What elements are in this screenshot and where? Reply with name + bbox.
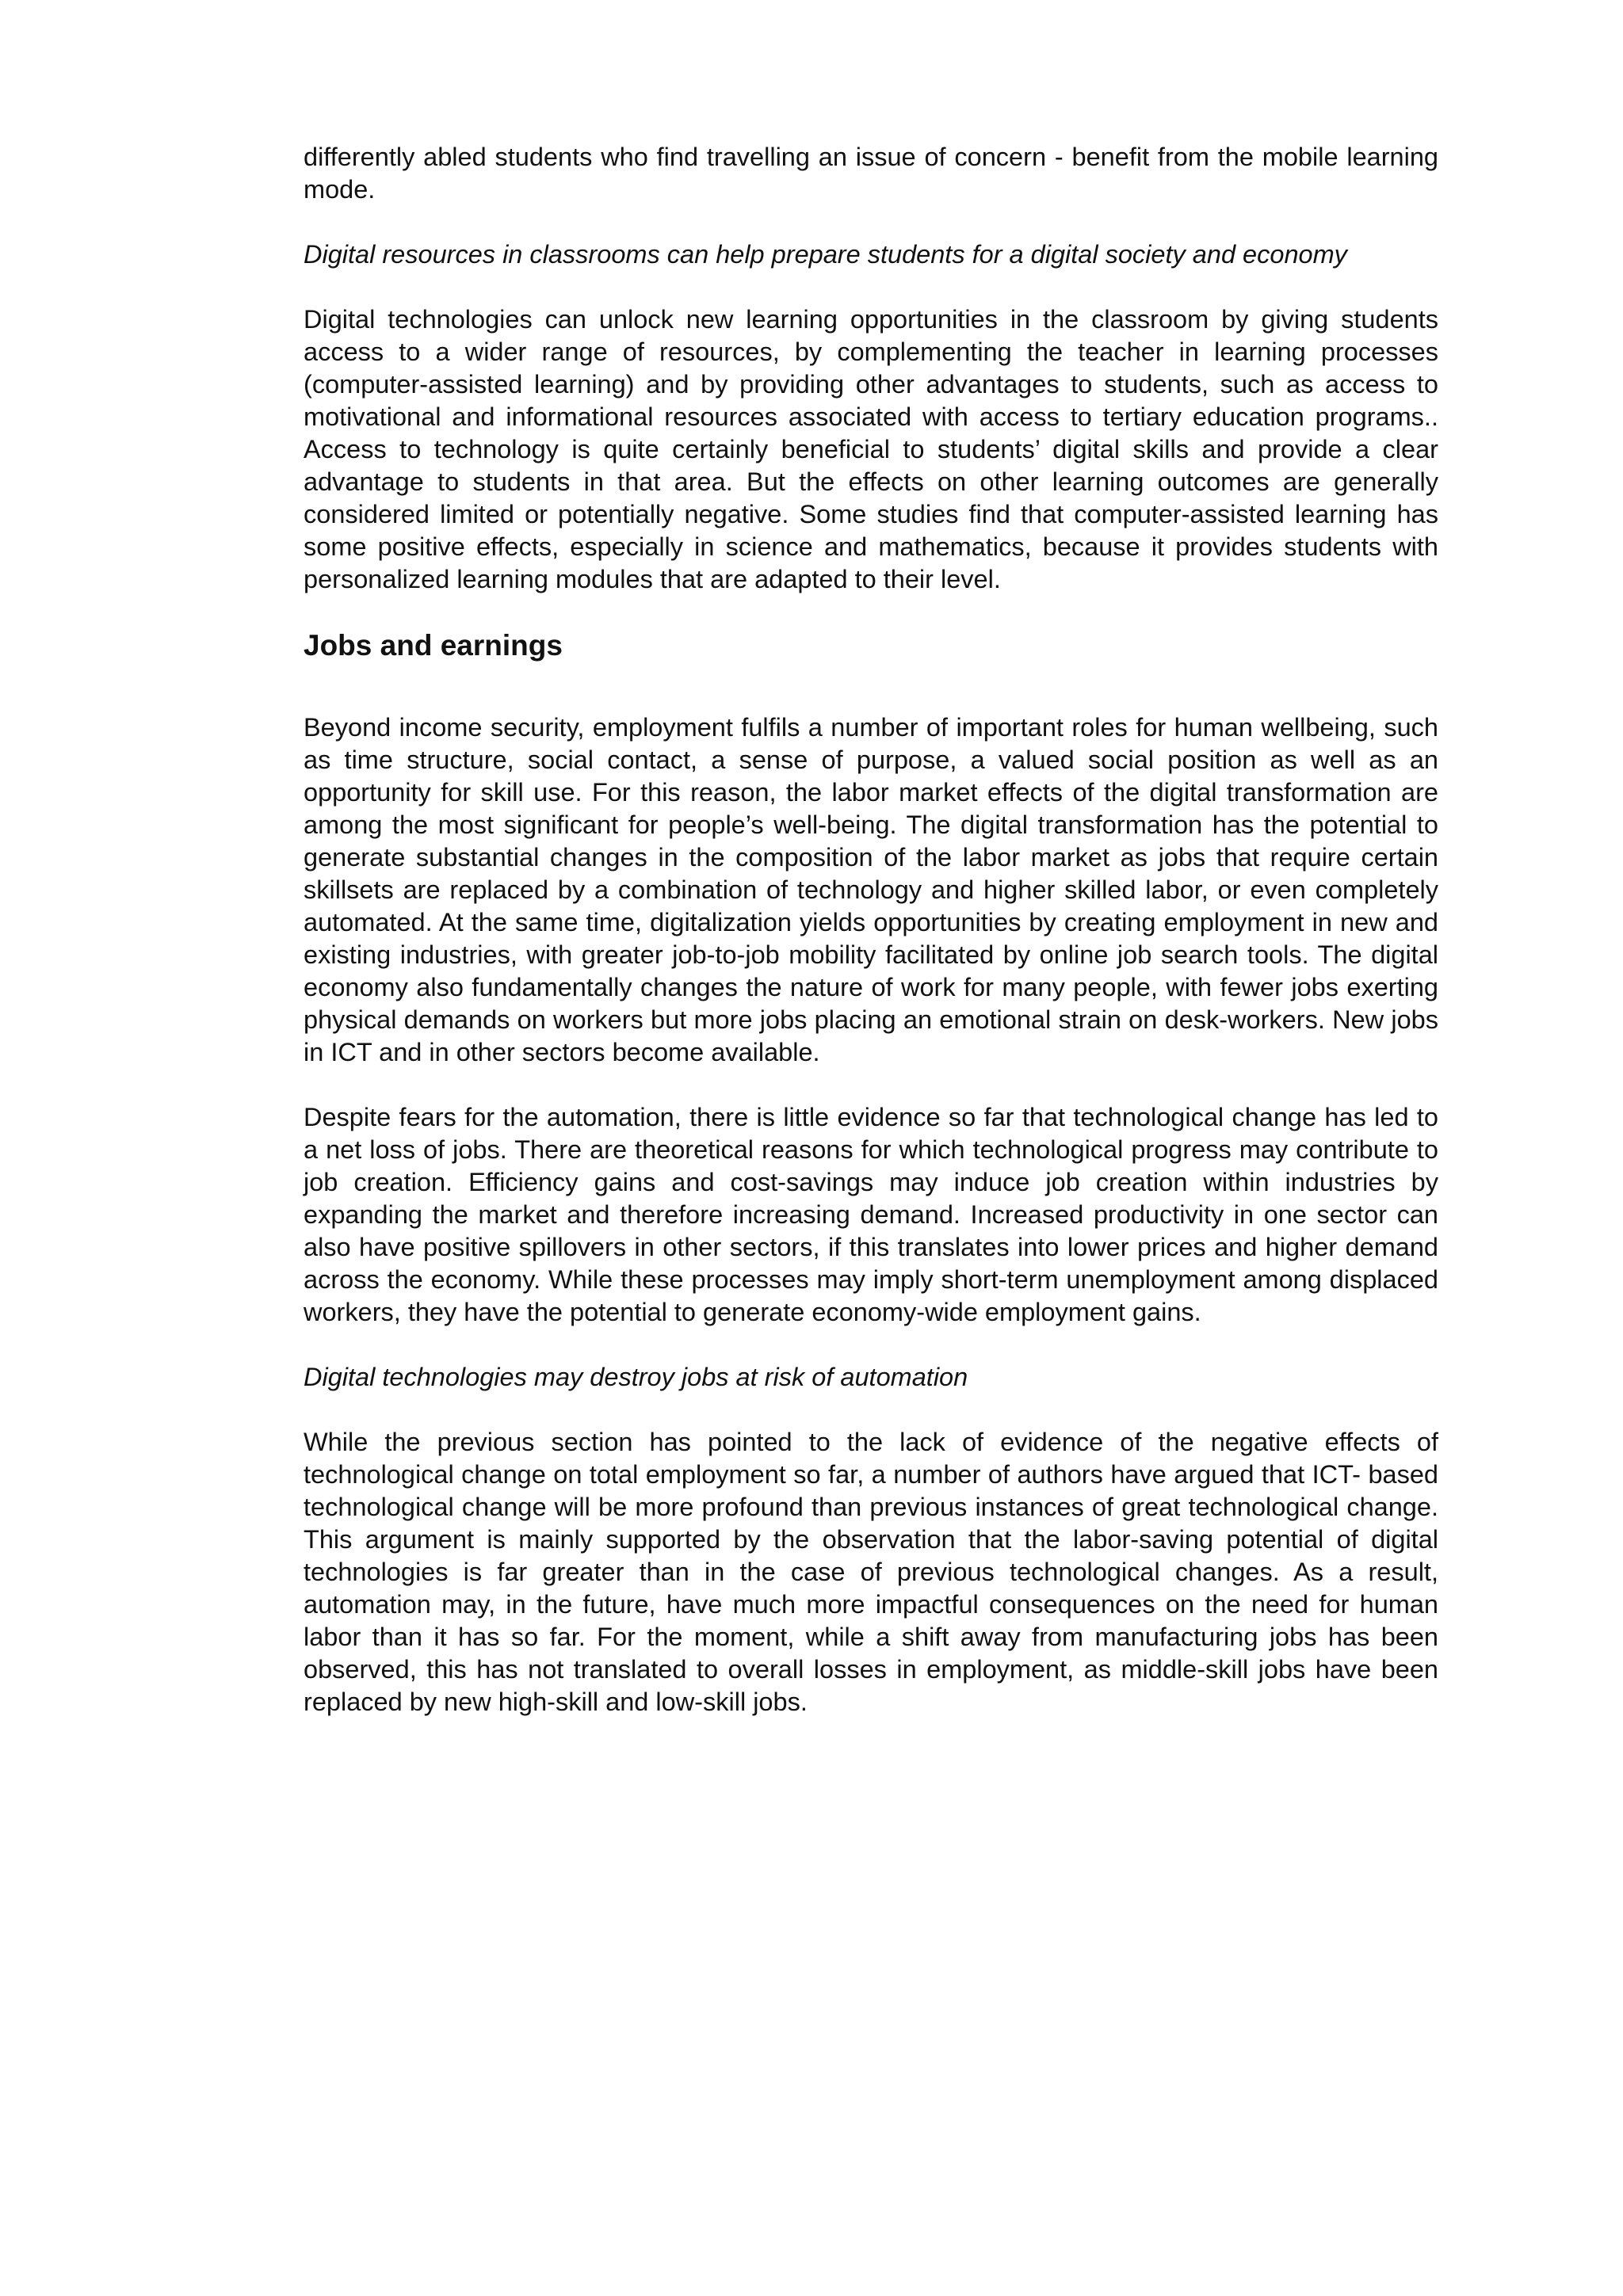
document-body	[304, 141, 1438, 1751]
paragraph-automation-fears: Despite fears for the automation, there is little evidence so far that technological change has led to a net loss of jobs. There are theoretical reasons for which technological progress may contribute to job creation. Efficiency gains and cost-savings may induce job creation within industries by expanding the market and therefore increasing demand. Increased productivity in one sector can also have positive spillovers in other sectors, if this translates into lower prices and higher demand across the economy. While these processes may imply short-term unemployment among displaced workers, they have the potential to generate economy-wide employment gains.	[304, 1103, 1438, 1326]
subheading-digital-resources: Digital resources in classrooms can help prepare students for a digital society and economy	[304, 240, 1347, 269]
subheading-jobs-at-risk: Digital technologies may destroy jobs at risk of automation	[304, 1363, 968, 1391]
section-heading-jobs-and-earnings: Jobs and earnings	[304, 629, 563, 662]
paragraph-employment-wellbeing: Beyond income security, employment fulfils a number of important roles for human wellbeing, such as time structure, social contact, a sense of purpose, a valued social position as well as an opportunity for skill use. For this reason, the labor market effects of the digital transformation are among the most significant for people’s well-being. The digital transformation has the potential to generate substantial changes in the composition of the labor market as jobs that require certain skillsets are replaced by a combination of technology and higher skilled labor, or even completely automated. At the same time, digitalization yields opportunities by creating employment in new and existing industries, with greater job-to-job mobility facilitated by online job search tools. The digital economy also fundamentally changes the nature of work for many people, with fewer jobs exerting physical demands on workers but more jobs placing an emotional strain on desk-workers. New jobs in ICT and in other sectors become available.	[304, 713, 1438, 1066]
paragraph-digital-technologies-classroom: Digital technologies can unlock new learning opportunities in the classroom by giving students access to a wider range of resources, by complementing the teacher in learning processes (computer-assisted learning) and by providing other advantages to students, such as access to motivational and informational resources associated with access to tertiary education programs.. Access to technology is quite certainly beneficial to students’ digital skills and provide a clear advantage to students in that area. But the effects on other learning outcomes are generally considered limited or potentially negative. Some studies find that computer-assisted learning has some positive effects, especially in science and mathematics, because it provides students with personalized learning modules that are adapted to their level.	[304, 305, 1438, 593]
paragraph-ict-technological-change: While the previous section has pointed to the lack of evidence of the negative effects of technological change on total employment so far, a number of authors have argued that ICT- based technological change will be more profound than previous instances of great technological change. This argument is mainly supported by the observation that the labor-saving potential of digital technologies is far greater than in the case of previous technological changes. As a result, automation may, in the future, have much more impactful consequences on the need for human labor than it has so far. For the moment, while a shift away from manufacturing jobs has been observed, this has not translated to overall losses in employment, as middle-skill jobs have been replaced by new high-skill and low-skill jobs.	[304, 1428, 1438, 1716]
paragraph-mobile-learning: differently abled students who find travelling an issue of concern - benefit from the mobile learning mode.	[304, 143, 1438, 204]
